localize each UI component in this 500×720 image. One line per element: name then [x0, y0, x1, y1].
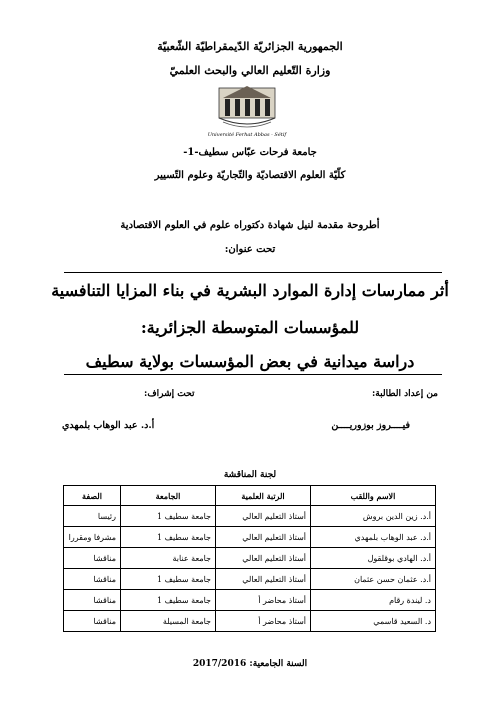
member-role: رئيسا — [64, 506, 121, 527]
member-role: مناقشا — [64, 569, 121, 590]
university-logo — [205, 84, 289, 138]
student-label: من إعداد الطالبة: — [371, 389, 438, 399]
member-rank: أستاذ محاضر أ — [216, 590, 311, 611]
student-name: فيــــروز بوزوريــــن — [331, 420, 410, 431]
academic-year: السنة الجامعية: 2017/2016 — [192, 659, 308, 669]
thesis-title-line-2: للمؤسسات المتوسطة الجزائرية: — [140, 318, 360, 337]
member-university: جامعة سطيف 1 — [121, 569, 216, 590]
thesis-description: أطروحة مقدمة لنيل شهادة دكتوراه علوم في العلوم الاقتصادية — [120, 220, 380, 231]
table-row — [64, 590, 436, 611]
table-row — [64, 611, 436, 632]
member-rank: أستاذ التعليم العالي — [216, 527, 311, 548]
member-university: جامعة سطيف 1 — [121, 590, 216, 611]
member-role: مناقشا — [64, 590, 121, 611]
header-university: الجامعة — [121, 486, 216, 506]
republic-heading: الجمهورية الجزائريّة الدّيمقراطيّة الشّعبيّة — [157, 40, 343, 53]
member-role: مناقشا — [64, 548, 121, 569]
member-rank: أستاذ التعليم العالي — [216, 548, 311, 569]
ministry-heading: وزارة التّعليم العالي والبحث العلميّ — [169, 64, 331, 77]
table-row — [64, 548, 436, 569]
table-row — [64, 527, 436, 548]
header-name: الاسم واللقب — [311, 486, 436, 506]
thesis-title-line-3: دراسة ميدانية في بعض المؤسسات بولاية سطيف — [85, 352, 415, 371]
title-top-rule — [64, 272, 442, 273]
header-role: الصفة — [64, 486, 121, 506]
member-rank: أستاذ التعليم العالي — [216, 569, 311, 590]
member-university: جامعة عنابة — [121, 548, 216, 569]
supervisor-label: تحت إشراف: — [144, 389, 195, 399]
table-row — [64, 569, 436, 590]
logo-caption: Université Ferhat Abbas - Sétif — [207, 132, 287, 138]
member-name: أ.د. زين الدين بروش — [311, 506, 436, 527]
member-role: مشرفا ومقررا — [64, 527, 121, 548]
university-name: جامعة فرحات عبّاس سطيف-1- — [183, 147, 317, 158]
header-rank: الرتبة العلمية — [216, 486, 311, 506]
member-name: أ.د. عثمان حسن عثمان — [311, 569, 436, 590]
committee-header-row — [64, 486, 436, 506]
under-title-label: تحت عنوان: — [224, 244, 276, 255]
member-role: مناقشا — [64, 611, 121, 632]
table-row — [64, 506, 436, 527]
title-bottom-rule — [64, 374, 442, 375]
supervisor-name: أ.د. عبد الوهاب بلمهدي — [62, 420, 155, 431]
faculty-name: كلّيّة العلوم الاقتصاديّة والتّجاريّة وعلوم التّسيير — [154, 170, 346, 181]
committee-table — [63, 485, 436, 632]
member-university: جامعة سطيف 1 — [121, 506, 216, 527]
member-rank: أستاذ التعليم العالي — [216, 506, 311, 527]
member-name: د. السعيد قاسمي — [311, 611, 436, 632]
member-university: جامعة سطيف 1 — [121, 527, 216, 548]
member-name: أ.د. عبد الوهاب بلمهدي — [311, 527, 436, 548]
member-university: جامعة المسيلة — [121, 611, 216, 632]
committee-title: لجنة المناقشة — [223, 470, 277, 480]
member-name: د. ليندة رقام — [311, 590, 436, 611]
member-name: أ.د. الهادي بوقلقول — [311, 548, 436, 569]
member-rank: أستاذ محاضر أ — [216, 611, 311, 632]
thesis-title-line-1: أثر ممارسات إدارة الموارد البشرية في بناء المزايا التنافسية — [51, 281, 449, 300]
